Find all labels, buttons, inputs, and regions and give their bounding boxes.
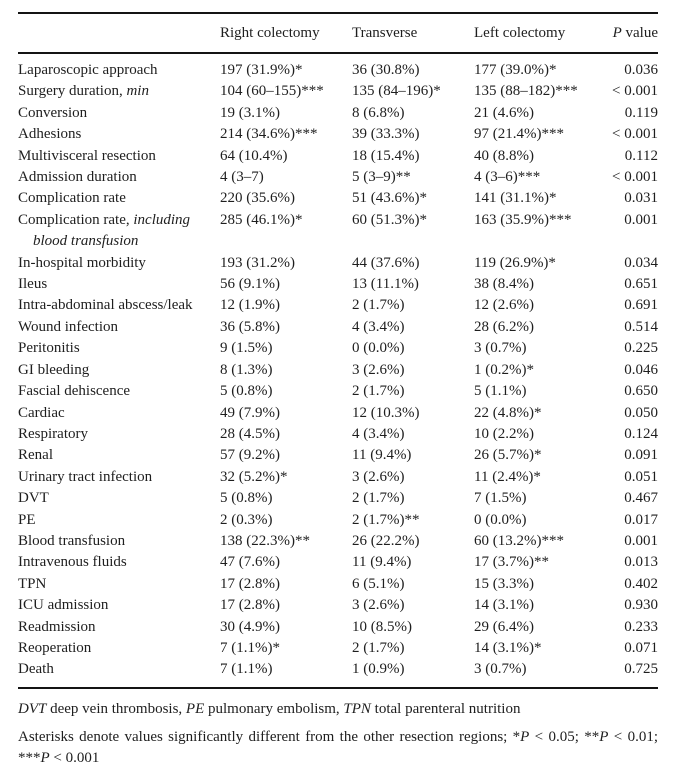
data-cell: 0.050 (624, 404, 658, 421)
table-row (18, 210, 658, 253)
data-cell: 30 (4.9%) (220, 618, 280, 635)
data-cell: 36 (5.8%) (220, 318, 280, 335)
data-cell: 28 (4.5%) (220, 425, 280, 442)
data-cell: 18 (15.4%) (352, 147, 420, 164)
row-label: GI bleeding (18, 361, 90, 378)
row-label: Laparoscopic approach (18, 62, 158, 78)
row-label: Multivisceral resection (18, 147, 156, 164)
row-label: Wound infection (18, 318, 119, 335)
data-cell: 0.691 (624, 297, 658, 314)
data-cell: 119 (26.9%)* (474, 254, 556, 271)
row-label: Admission duration (18, 169, 137, 186)
data-cell: 3 (2.6%) (352, 597, 405, 614)
data-cell: 17 (3.7%)** (474, 554, 549, 571)
data-cell: 56 (9.1%) (220, 276, 280, 293)
data-cell: < 0.001 (612, 83, 658, 100)
data-cell: 0.233 (624, 618, 658, 635)
data-cell: 0.031 (624, 190, 658, 207)
row-label: Complication rate (18, 190, 126, 207)
table-row (18, 103, 658, 124)
table-row (18, 617, 658, 638)
row-label: DVT (18, 490, 49, 507)
data-cell: 4 (3–7) (220, 169, 264, 186)
table-row (18, 295, 658, 316)
data-cell: 14 (3.1%)* (474, 639, 542, 656)
data-cell: 0.467 (624, 490, 658, 507)
data-cell: < 0.001 (612, 169, 658, 186)
table-body (18, 53, 658, 688)
data-cell: 12 (2.6%) (474, 297, 534, 314)
row-label: Intra-abdominal abscess/leak (18, 297, 193, 314)
data-cell: 3 (0.7%) (474, 661, 527, 678)
data-cell: 49 (7.9%) (220, 404, 280, 421)
data-cell: 0.514 (624, 318, 658, 335)
data-cell: 0.225 (624, 340, 658, 357)
data-cell: 0.036 (624, 62, 658, 78)
data-cell: 138 (22.3%)** (220, 532, 310, 549)
data-cell: 1 (0.2%)* (474, 361, 534, 378)
row-label: Blood transfusion (18, 532, 126, 549)
row-label: Urinary tract infection (18, 468, 153, 485)
data-cell: 0.013 (624, 554, 658, 571)
row-label: Renal (18, 447, 53, 464)
data-cell: 214 (34.6%)*** (220, 126, 318, 143)
row-label: Fascial dehiscence (18, 383, 131, 400)
data-cell: 17 (2.8%) (220, 575, 280, 592)
table-row (18, 445, 658, 466)
column-header-2: Transverse (352, 13, 474, 53)
table-row (18, 188, 658, 209)
data-cell: 10 (2.2%) (474, 425, 534, 442)
row-label: TPN (18, 575, 47, 592)
data-cell: 2 (0.3%) (220, 511, 273, 528)
data-cell: 4 (3.4%) (352, 425, 405, 442)
data-cell: 15 (3.3%) (474, 575, 534, 592)
row-label: Ileus (18, 276, 48, 293)
data-cell: 5 (0.8%) (220, 490, 273, 507)
row-label: Cardiac (18, 404, 65, 421)
row-label: Readmission (18, 618, 96, 635)
table-row (18, 338, 658, 359)
table-row (18, 552, 658, 573)
table-row (18, 124, 658, 145)
footnote-abbreviations: DVT deep vein thrombosis, PE pulmonary embolism, TPN total parenteral nutrition (18, 700, 521, 717)
data-cell: 0.001 (624, 211, 658, 228)
table-row (18, 81, 658, 102)
footnotes (18, 699, 658, 769)
data-cell: 12 (1.9%) (220, 297, 280, 314)
data-cell: 14 (3.1%) (474, 597, 534, 614)
data-cell: 3 (0.7%) (474, 340, 527, 357)
data-cell: 104 (60–155)*** (220, 83, 324, 100)
data-cell: 60 (51.3%)* (352, 211, 427, 228)
data-cell: 47 (7.6%) (220, 554, 280, 571)
table-row (18, 274, 658, 295)
data-cell: 9 (1.5%) (220, 340, 273, 357)
table-row (18, 595, 658, 616)
row-label: Complication rate, including blood transfusion (18, 211, 191, 250)
row-label: Adhesions (18, 126, 82, 143)
data-cell: 141 (31.1%)* (474, 190, 557, 207)
data-cell: 193 (31.2%) (220, 254, 295, 271)
table-row (18, 488, 658, 509)
table-row (18, 381, 658, 402)
table-row (18, 317, 658, 338)
data-cell: 0.071 (624, 639, 658, 656)
data-cell: 26 (22.2%) (352, 532, 420, 549)
outcomes-table (18, 12, 658, 689)
data-cell: 0.119 (624, 104, 658, 121)
data-cell: 2 (1.7%) (352, 383, 405, 400)
row-label: PE (18, 511, 36, 528)
table-row (18, 253, 658, 274)
data-cell: 0.017 (624, 511, 658, 528)
data-cell: 7 (1.1%)* (220, 639, 280, 656)
row-label: Conversion (18, 104, 88, 121)
data-cell: 60 (13.2%)*** (474, 532, 564, 549)
header-row (18, 13, 658, 53)
column-header-3: Left colectomy (474, 13, 607, 53)
row-label: ICU admission (18, 597, 109, 614)
data-cell: 13 (11.1%) (352, 276, 419, 293)
data-cell: 285 (46.1%)* (220, 211, 303, 228)
row-label: Intravenous fluids (18, 554, 127, 571)
column-header-4: P value (607, 13, 658, 53)
data-cell: 2 (1.7%)** (352, 511, 420, 528)
data-cell: 0.034 (624, 254, 658, 271)
data-cell: 32 (5.2%)* (220, 468, 288, 485)
data-cell: 17 (2.8%) (220, 597, 280, 614)
data-cell: 3 (2.6%) (352, 468, 405, 485)
data-cell: < 0.001 (612, 126, 658, 143)
data-cell: 0.930 (624, 597, 658, 614)
data-cell: 3 (2.6%) (352, 361, 405, 378)
data-cell: 197 (31.9%)* (220, 62, 303, 78)
table-row (18, 403, 658, 424)
data-cell: 2 (1.7%) (352, 490, 405, 507)
data-cell: 135 (84–196)* (352, 83, 441, 100)
table-row (18, 146, 658, 167)
data-cell: 0.046 (624, 361, 658, 378)
footnote-asterisks: Asterisks denote values significantly different from the other resection regions; *P < 0.05; **P < 0.01; ***P < 0.001 (18, 728, 658, 766)
data-cell: 1 (0.9%) (352, 661, 405, 678)
data-cell: 220 (35.6%) (220, 190, 295, 207)
data-cell: 51 (43.6%)* (352, 190, 427, 207)
data-cell: 11 (9.4%) (352, 447, 412, 464)
data-cell: 19 (3.1%) (220, 104, 280, 121)
data-cell: 21 (4.6%) (474, 104, 534, 121)
data-cell: 11 (9.4%) (352, 554, 412, 571)
data-cell: 38 (8.4%) (474, 276, 534, 293)
table-row (18, 424, 658, 445)
data-cell: 8 (6.8%) (352, 104, 405, 121)
data-cell: 29 (6.4%) (474, 618, 534, 635)
data-cell: 0.402 (624, 575, 658, 592)
data-cell: 2 (1.7%) (352, 639, 405, 656)
data-cell: 0.001 (624, 532, 658, 549)
table-row (18, 360, 658, 381)
table-row (18, 467, 658, 488)
data-cell: 28 (6.2%) (474, 318, 534, 335)
row-label: Peritonitis (18, 340, 80, 357)
row-label: In-hospital morbidity (18, 254, 146, 271)
data-cell: 10 (8.5%) (352, 618, 412, 635)
table-row (18, 531, 658, 552)
data-cell: 36 (30.8%) (352, 62, 420, 78)
data-cell: 26 (5.7%)* (474, 447, 542, 464)
data-cell: 0.650 (624, 383, 658, 400)
table-row (18, 510, 658, 531)
data-cell: 97 (21.4%)*** (474, 126, 564, 143)
data-cell: 4 (3–6)*** (474, 169, 541, 186)
data-cell: 0.051 (624, 468, 658, 485)
data-cell: 7 (1.5%) (474, 490, 527, 507)
data-cell: 0 (0.0%) (474, 511, 527, 528)
outcomes-table-container (18, 12, 658, 689)
column-header-1: Right colectomy (220, 13, 352, 53)
row-label: Respiratory (18, 425, 88, 442)
data-cell: 0.112 (624, 147, 658, 164)
data-cell: 163 (35.9%)*** (474, 211, 572, 228)
table-row (18, 638, 658, 659)
data-cell: 5 (3–9)** (352, 169, 411, 186)
table-row (18, 53, 658, 81)
table-header (18, 13, 658, 53)
data-cell: 2 (1.7%) (352, 297, 405, 314)
data-cell: 177 (39.0%)* (474, 62, 557, 78)
row-label: Reoperation (18, 639, 92, 656)
data-cell: 0.124 (624, 425, 658, 442)
data-cell: 22 (4.8%)* (474, 404, 542, 421)
data-cell: 44 (37.6%) (352, 254, 420, 271)
data-cell: 4 (3.4%) (352, 318, 405, 335)
table-row (18, 574, 658, 595)
row-label: Surgery duration, min (18, 83, 149, 100)
table-row (18, 659, 658, 687)
data-cell: 0.651 (624, 276, 658, 293)
data-cell: 40 (8.8%) (474, 147, 534, 164)
data-cell: 7 (1.1%) (220, 661, 273, 678)
data-cell: 0.091 (624, 447, 658, 464)
data-cell: 5 (1.1%) (474, 383, 527, 400)
data-cell: 5 (0.8%) (220, 383, 273, 400)
data-cell: 0.725 (624, 661, 658, 678)
data-cell: 135 (88–182)*** (474, 83, 578, 100)
column-header-0 (18, 13, 220, 53)
data-cell: 6 (5.1%) (352, 575, 405, 592)
data-cell: 12 (10.3%) (352, 404, 420, 421)
data-cell: 8 (1.3%) (220, 361, 273, 378)
table-row (18, 167, 658, 188)
data-cell: 11 (2.4%)* (474, 468, 541, 485)
data-cell: 57 (9.2%) (220, 447, 280, 464)
data-cell: 39 (33.3%) (352, 126, 420, 143)
data-cell: 64 (10.4%) (220, 147, 288, 164)
data-cell: 0 (0.0%) (352, 340, 405, 357)
row-label: Death (18, 661, 54, 678)
